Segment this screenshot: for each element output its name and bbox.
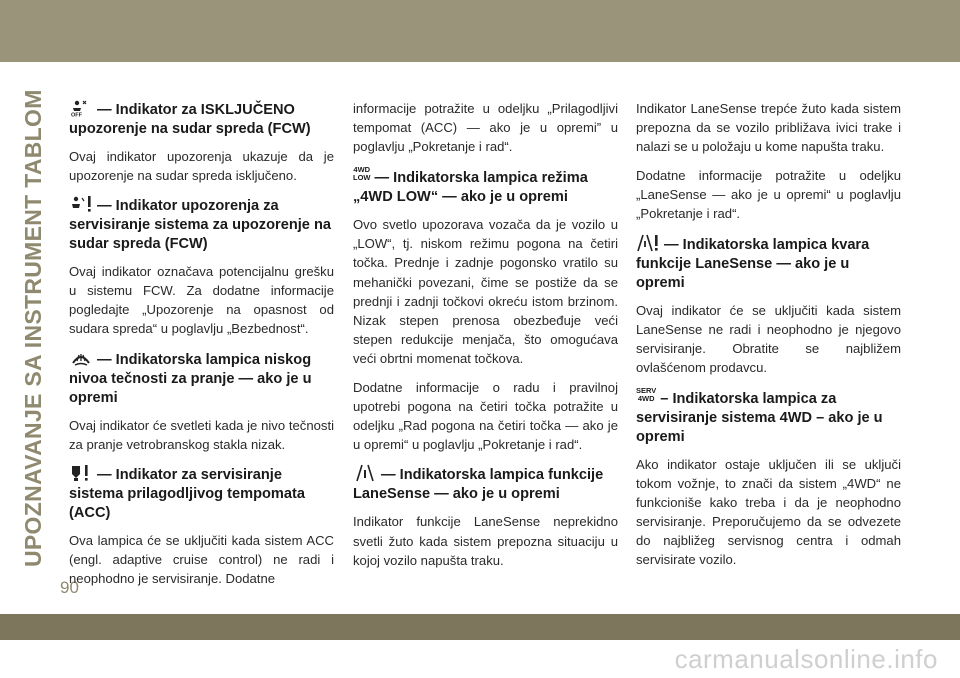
icon-text-bottom: 4WD	[637, 393, 655, 403]
fcw-off-icon	[69, 99, 93, 117]
section-title-fcw-service	[69, 195, 334, 254]
svg-text:OFF: OFF	[71, 112, 82, 117]
paragraph: Ovaj indikator označava potencijalnu grešku u sistemu FCW. Za dodatne informacije pogledajte „Upozorenje na opasnost od sudara spreda“ u poglavlju „Bezbednost“.	[69, 264, 334, 337]
section-title-text: — Indikatorska lampica niskog nivoa tečnosti za pranje — ako je u opremi	[69, 351, 312, 406]
acc-service-icon	[69, 464, 93, 482]
watermark-text: carmanualsonline.info	[674, 643, 938, 674]
section-title-text: — Indikatorska lampica funkcije LaneSense — ako je u opremi	[353, 467, 604, 503]
section-title-text: — Indikator za servisiranje sistema prilagodljivog tempomata (ACC)	[69, 466, 305, 521]
section-title-text: — Indikatorska lampica kvara funkcije LaneSense — ako je u opremi	[636, 236, 870, 291]
section-side-title: UPOZNAVANJE SA INSTRUMENT TABLOM	[20, 89, 46, 567]
section-title-serv-4wd	[636, 387, 901, 447]
paragraph: Indikator LaneSense trepće žuto kada sistem prepozna da se vozilo približava ivici trake i nalazi se u položaju u kome napušta traku.	[636, 101, 901, 155]
section-title-lanesense-fault	[636, 234, 901, 293]
paragraph: Ovaj indikator upozorenja ukazuje da je upozorenje na sudar spreda isključeno.	[69, 149, 334, 184]
column-3	[636, 99, 901, 580]
icon-text-top: SERV	[636, 385, 657, 395]
section-title-text: — Indikator upozorenja za servisiranje sistema za upozorenje na sudar spreda (FCW)	[69, 198, 331, 253]
lanesense-fault-icon	[636, 234, 660, 252]
page-number: 90	[60, 578, 79, 597]
section-title-acc-service	[69, 464, 334, 523]
lanesense-icon	[353, 464, 377, 482]
paragraph: Ova lampica će se uključiti kada sistem ACC (engl. adaptive cruise control) ne radi i neophodno je servisiranje. Dodatne	[69, 532, 334, 586]
fcw-service-icon	[69, 195, 93, 213]
section-title-text: — Indikatorska lampica režima „4WD LOW“ — ako je u opremi	[353, 170, 588, 206]
icon-text-bottom: LOW	[353, 173, 371, 183]
serv-4wd-icon	[636, 387, 656, 403]
paragraph: informacije potražite u odeljku „Prilagodljivi tempomat (ACC) — ako je u opremi” u poglavlju „Pokretanje i rad“.	[353, 101, 618, 155]
paragraph: Ovaj indikator će svetleti kada je nivo tečnosti za pranje vetrobranskog stakla nizak.	[69, 417, 334, 452]
4wd-low-icon	[353, 166, 371, 182]
section-title-washer	[69, 349, 334, 408]
paragraph: Ovaj indikator će se uključiti kada sistem LaneSense ne radi i neophodno je njegovo servisiranje. Obratite se najbližem ovlašćenom prodavcu.	[636, 302, 901, 375]
bottom-footer-bar	[0, 614, 960, 640]
washer-fluid-icon	[69, 349, 93, 367]
section-title-lanesense	[353, 464, 618, 504]
column-1	[69, 99, 334, 598]
paragraph: Dodatne informacije potražite u odeljku „LaneSense — ako je u opremi“ u poglavlju „Pokretanje i rad“.	[636, 168, 901, 222]
icon-text-top: 4WD	[353, 165, 371, 175]
section-title-fcw-off	[69, 99, 334, 139]
paragraph: Indikator funkcije LaneSense neprekidno svetli žuto kada sistem prepozna situaciju u kojoj vozilo napušta traku.	[353, 514, 618, 568]
column-2	[353, 99, 618, 580]
top-header-bar	[0, 0, 960, 62]
paragraph: Ovo svetlo upozorava vozača da je vozilo u „LOW“, tj. niskom režimu pogona na četiri točka. Prednje i zadnje pogonsko vratilo su mehanički povezani, čime se postiže da se prednji i zadnji točkovi okreću istom brzinom. Nizak stepen prenosa obezbeđuje veći stepen redukcije menjača, što omogućava veći obrtni momenat točkova.	[353, 217, 618, 366]
section-title-text: – Indikatorska lampica za servisiranje sistema 4WD – ako je u opremi	[636, 390, 883, 445]
paragraph: Ako indikator ostaje uključen ili se uključi tokom vožnje, to znači da sistem „4WD“ ne funkcioniše kako treba i da je neophodno servisiranje. Preporučujemo da se odvezete do najbližeg servisnog centra i odmah servisirate vozilo.	[636, 456, 901, 568]
paragraph: Dodatne informacije o radu i pravilnoj upotrebi pogona na četiri točka potražite u odeljku „Rad pogona na četiri točka — ako je u opremi“ u poglavlju „Pokretanje i rad“.	[353, 380, 618, 453]
section-title-4wd-low	[353, 166, 618, 207]
section-title-text: — Indikator za ISKLJUČENO upozorenje na sudar spreda (FCW)	[69, 102, 311, 137]
